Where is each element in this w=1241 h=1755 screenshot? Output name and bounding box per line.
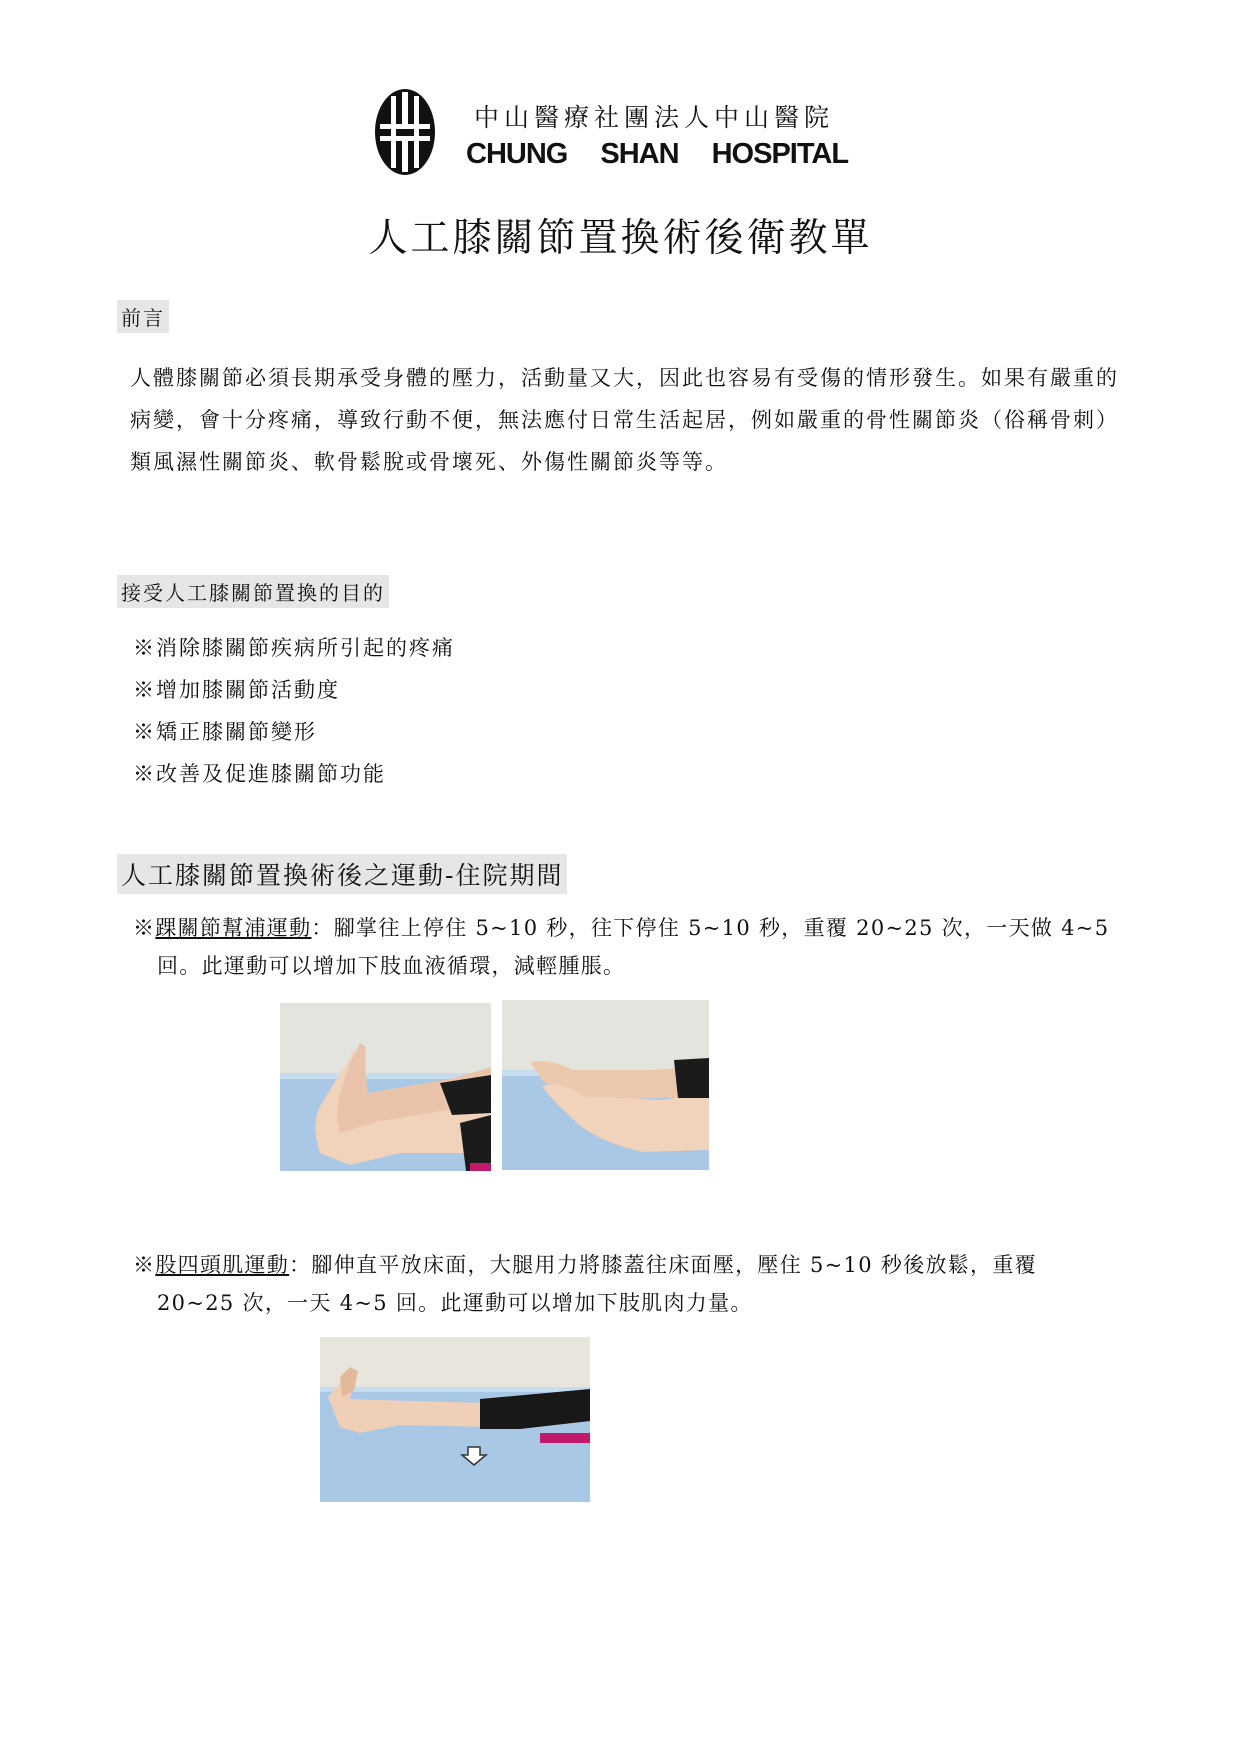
exercise-name: 股四頭肌運動 [155, 1253, 290, 1277]
exercise-text-line2: 回。此運動可以增加下肢血液循環，減輕腫脹。 [157, 954, 626, 978]
ankle-pump-plantarflexion-photo [502, 1000, 709, 1170]
exercise-text-line2: 20~25 次，一天 4~5 回。此運動可以增加下肢肌肉力量。 [157, 1291, 753, 1315]
exercise-text: ：腳伸直平放床面，大腿用力將膝蓋往床面壓，壓住 5~10 秒後放鬆，重覆 [289, 1253, 1037, 1277]
purpose-item: ※增加膝關節活動度 [133, 678, 340, 702]
section-heading-exercise: 人工膝關節置換術後之運動-住院期間 [117, 854, 567, 894]
quadriceps-exercise-photo [320, 1337, 590, 1502]
exercise-quadriceps [133, 1246, 1123, 1322]
purpose-item: ※矯正膝關節變形 [133, 720, 317, 744]
exercise-marker: ※ [133, 1253, 156, 1277]
exercise-text: ：腳掌往上停住 5~10 秒，往下停住 5~10 秒，重覆 20~25 次，一天做 4~5 [311, 916, 1110, 940]
hospital-logo-icon [374, 88, 436, 176]
purpose-item: ※改善及促進膝關節功能 [133, 762, 386, 786]
hospital-name-en: CHUNG SHAN HOSPITAL [466, 138, 849, 170]
section-heading-purpose: 接受人工膝關節置換的目的 [117, 575, 389, 608]
exercise-marker: ※ [133, 916, 156, 940]
document-title: 人工膝關節置換術後衛教單 [368, 216, 873, 261]
exercise-name: 踝關節幫浦運動 [155, 916, 312, 940]
ankle-pump-dorsiflexion-photo [280, 1003, 491, 1171]
exercise-ankle-pump [133, 909, 1123, 985]
section-heading-intro: 前言 [117, 300, 169, 333]
intro-paragraph: 人體膝關節必須長期承受身體的壓力，活動量又大，因此也容易有受傷的情形發生。如果有嚴重的病變，會十分疼痛，導致行動不便，無法應付日常生活起居，例如嚴重的骨性關節炎（俗稱骨刺）類風濕性關節炎、軟骨鬆脫或骨壞死、外傷性關節炎等等。 [130, 366, 1119, 474]
purpose-item: ※消除膝關節疾病所引起的疼痛 [133, 636, 455, 660]
hospital-name-zh: 中山醫療社團法人中山醫院 [474, 103, 835, 132]
